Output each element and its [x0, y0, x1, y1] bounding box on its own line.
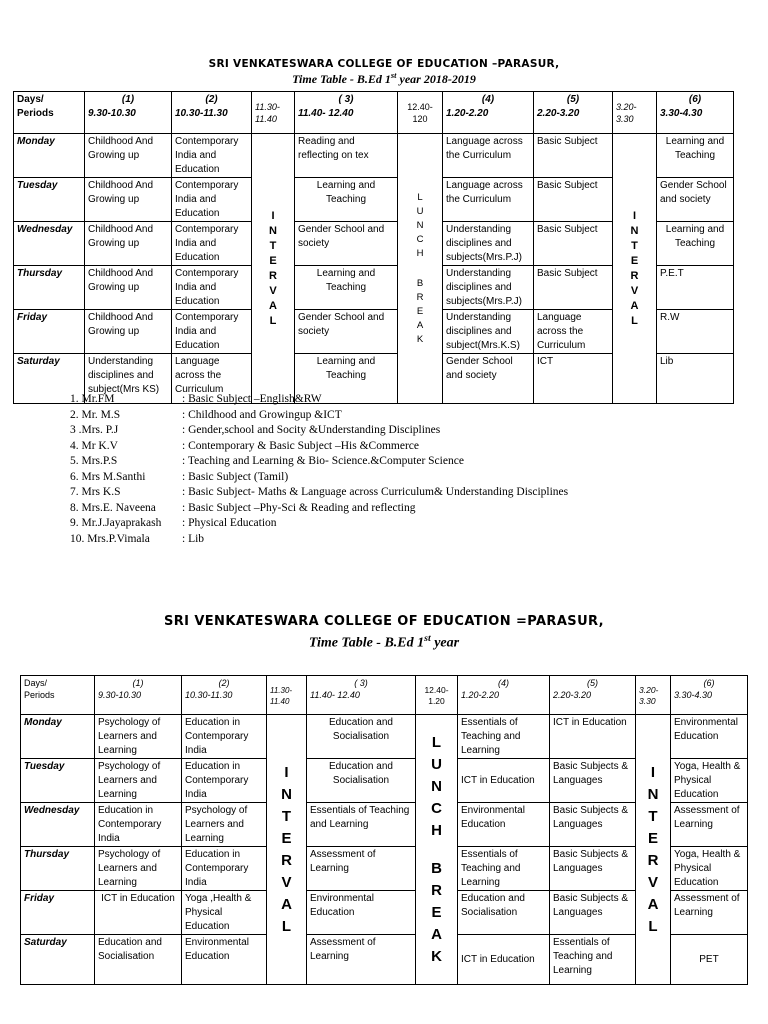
vertical-letter: A [647, 895, 659, 913]
vertical-letter: I [284, 763, 289, 781]
period-cell: Education and Socialisation [307, 759, 416, 803]
period-cell: Education and Socialisation [95, 935, 182, 985]
vertical-letter: V [281, 873, 292, 891]
period-cell: Childhood And Growing up [85, 222, 172, 266]
header-row [14, 92, 734, 134]
list-item: 1. Mr.FM : Basic Subject –English&RW [70, 393, 322, 405]
period-cell: Basic Subjects & Languages [550, 803, 636, 847]
list-item: 10. Mrs.P.Vimala : Lib [70, 532, 205, 545]
period-cell: ICT in Education [458, 759, 550, 803]
vertical-letter: R [269, 269, 277, 282]
vertical-letter: C [431, 799, 442, 817]
period-cell: Gender School and society [295, 310, 398, 354]
period-cell: Basic Subject [534, 134, 613, 178]
interval2-column [613, 134, 657, 404]
period-6-header: (6) 3.30-4.30 [657, 92, 734, 134]
vertical-letter: E [281, 829, 292, 847]
period-cell: Basic Subjects & Languages [550, 759, 636, 803]
period-3-header: ( 3) 11.40- 12.40 [307, 676, 416, 715]
period-cell: Yoga ,Health & Physical Education [182, 891, 267, 935]
lunch-break-column [398, 134, 443, 404]
interval2-column [636, 715, 671, 985]
vertical-letter: K [416, 333, 424, 345]
interval-column [267, 715, 307, 985]
vertical-letter: N [416, 219, 424, 231]
vertical-letter: R [416, 291, 424, 303]
vertical-letter: L [631, 314, 638, 327]
period-6-header: (6) 3.30-4.30 [671, 676, 748, 715]
table-row [21, 715, 748, 759]
period-cell: Psychology of Learners and Learning [182, 803, 267, 847]
vertical-letter: V [630, 284, 639, 297]
vertical-letter: E [269, 254, 277, 267]
period-cell: ICT [534, 354, 613, 404]
day-cell: Friday [21, 891, 95, 935]
timetable2 [20, 675, 748, 985]
vertical-letter: T [648, 807, 658, 825]
period-cell: ICT in Education [95, 891, 182, 935]
vertical-letter: A [416, 319, 424, 331]
period-cell: Language across the Curriculum [172, 354, 252, 404]
period-cell: Childhood And Growing up [85, 178, 172, 222]
vertical-letter: T [631, 239, 638, 252]
vertical-letter: I [632, 209, 637, 222]
lunch-time-header: 12.40-120 [398, 92, 443, 134]
timetable1-header [0, 58, 768, 87]
period-cell: Essentials of Teaching and Learning [307, 803, 416, 847]
period-cell: Childhood And Growing up [85, 310, 172, 354]
period-cell: Environmental Education [307, 891, 416, 935]
period-2-header: (2) 10.30-11.30 [182, 676, 267, 715]
period-5-header: (5) 2.20-3.20 [534, 92, 613, 134]
interval2-time-header: 3.20-3.30 [636, 676, 671, 715]
vertical-letter: R [431, 881, 442, 899]
period-cell: Basic Subject [534, 178, 613, 222]
period-cell: Understanding disciplines and subjects(Mrs.P.J) [443, 222, 534, 266]
lunch-break-column [416, 715, 458, 985]
vertical-letter: B [431, 859, 442, 877]
list-item: 5. Mrs.P.S : Teaching and Learning & Bio- Science.&Computer Science [70, 455, 464, 467]
period-cell: Education in Contemporary India [182, 759, 267, 803]
vertical-letter: N [630, 224, 639, 237]
period-cell: Language across the Curriculum [443, 178, 534, 222]
period-cell: Basic Subject [534, 222, 613, 266]
vertical-letter: N [281, 785, 292, 803]
period-cell: Gender School and society [657, 178, 734, 222]
table-row [14, 134, 734, 178]
day-cell: Friday [14, 310, 85, 354]
period-cell: Basic Subject [534, 266, 613, 310]
period-cell: Yoga, Health & Physical Education [671, 847, 748, 891]
day-cell: Wednesday [14, 222, 85, 266]
list-item: 3 .Mrs. P.J : Gender,school and Socity &Understanding Disciplines [70, 424, 441, 436]
interval-column [252, 134, 295, 404]
vertical-letter: K [431, 947, 442, 965]
period-cell: Childhood And Growing up [85, 266, 172, 310]
vertical-letter: I [650, 763, 656, 781]
list-item: 7. Mrs K.S : Basic Subject- Maths & Language across Curriculum& Understanding Disciplines [70, 486, 569, 498]
vertical-letter: A [630, 299, 639, 312]
day-cell: Thursday [14, 266, 85, 310]
vertical-letter: V [647, 873, 658, 891]
period-cell: Assessment of Learning [671, 803, 748, 847]
period-cell: Gender School and society [443, 354, 534, 404]
period-cell: Education in Contemporary India [95, 803, 182, 847]
period-2-header: (2) 10.30-11.30 [172, 92, 252, 134]
timetable1 [13, 91, 734, 404]
header-row [21, 676, 748, 715]
period-cell: Education in Contemporary India [182, 847, 267, 891]
day-cell: Saturday [21, 935, 95, 985]
vertical-letter: R [630, 269, 639, 282]
vertical-letter: U [431, 755, 442, 773]
vertical-letter: E [431, 903, 442, 921]
vertical-letter: U [416, 205, 424, 217]
vertical-letter: H [431, 821, 442, 839]
period-cell: Basic Subjects & Languages [550, 891, 636, 935]
period-cell: Childhood And Growing up [85, 134, 172, 178]
vertical-letter: A [281, 895, 292, 913]
period-cell: P.E.T [657, 266, 734, 310]
vertical-letter: L [431, 733, 442, 751]
list-item: 9. Mr.J.Jayaprakash : Physical Education [70, 517, 277, 529]
period-cell: Lib [657, 354, 734, 404]
day-cell: Tuesday [21, 759, 95, 803]
days-periods-header: Days/ Periods [14, 92, 85, 134]
period-cell: Learning and Teaching [657, 222, 734, 266]
timetable2-header [0, 614, 768, 652]
period-cell: R.W [657, 310, 734, 354]
period-cell: Education and Socialisation [307, 715, 416, 759]
period-cell: Environmental Education [671, 715, 748, 759]
vertical-letter: A [431, 925, 442, 943]
vertical-letter: I [271, 209, 275, 222]
period-cell: Yoga, Health & Physical Education [671, 759, 748, 803]
period-cell: Assessment of Learning [307, 935, 416, 985]
vertical-letter: E [647, 829, 658, 847]
period-1-header: (1) 9.30-10.30 [85, 92, 172, 134]
period-cell: Education in Contemporary India [182, 715, 267, 759]
period-cell: Gender School and society [295, 222, 398, 266]
college-name: SRI VENKATESWARA COLLEGE OF EDUCATION –PARASUR, [208, 58, 560, 70]
period-cell: Essentials of Teaching and Learning [458, 715, 550, 759]
period-cell: Psychology of Learners and Learning [95, 847, 182, 891]
vertical-letter: L [269, 314, 277, 327]
period-cell: Understanding disciplines and subjects(Mrs.P.J) [443, 266, 534, 310]
period-4-header: (4) 1.20-2.20 [458, 676, 550, 715]
vertical-letter: A [269, 299, 277, 312]
period-cell: Learning and Teaching [295, 266, 398, 310]
vertical-letter: N [269, 224, 277, 237]
days-periods-header: Days/ Periods [21, 676, 95, 715]
period-cell: Psychology of Learners and Learning [95, 759, 182, 803]
lunch-time-header: 12.40-1.20 [416, 676, 458, 715]
period-cell: Language across the Curriculum [443, 134, 534, 178]
list-item: 8. Mrs.E. Naveena : Basic Subject –Phy-Sci & Reading and reflecting [70, 501, 416, 514]
period-5-header: (5) 2.20-3.20 [550, 676, 636, 715]
day-cell: Monday [21, 715, 95, 759]
vertical-letter: T [269, 239, 277, 252]
period-cell: PET [671, 935, 748, 985]
period-cell: Contemporary India and Education [172, 178, 252, 222]
list-item: 2. Mr. M.S : Childhood and Growingup &ICT [70, 408, 342, 421]
period-cell: ICT in Education [550, 715, 636, 759]
period-cell: Learning and Teaching [295, 178, 398, 222]
period-cell: Understanding disciplines and subject(Mrs.K.S) [443, 310, 534, 354]
period-cell: Psychology of Learners and Learning [95, 715, 182, 759]
vertical-letter: E [416, 305, 424, 317]
vertical-letter: R [647, 851, 659, 869]
period-3-header: ( 3) 11.40- 12.40 [295, 92, 398, 134]
timetable-title: Time Table - B.Ed 1st year [308, 633, 460, 651]
vertical-letter: R [281, 851, 292, 869]
vertical-letter: T [281, 807, 292, 825]
list-item: 4. Mr K.V : Contemporary & Basic Subject –His &Commerce [70, 439, 419, 452]
day-cell: Thursday [21, 847, 95, 891]
interval-time-header: 11.30-11.40 [267, 676, 307, 715]
period-cell: Contemporary India and Education [172, 266, 252, 310]
staff-legend [70, 392, 690, 547]
period-cell: Contemporary India and Education [172, 134, 252, 178]
vertical-letter: B [416, 277, 424, 289]
period-cell: Basic Subjects & Languages [550, 847, 636, 891]
list-item: 6. Mrs M.Santhi : Basic Subject (Tamil) [70, 470, 289, 483]
interval2-time-header: 3.20-3.30 [613, 92, 657, 134]
vertical-letter: N [431, 777, 442, 795]
day-cell: Saturday [14, 354, 85, 404]
vertical-letter: E [630, 254, 639, 267]
period-cell: Assessment of Learning [307, 847, 416, 891]
period-cell: Reading and reflecting on tex [295, 134, 398, 178]
day-cell: Wednesday [21, 803, 95, 847]
vertical-letter: C [416, 233, 424, 245]
interval-time-header: 11.30-11.40 [252, 92, 295, 134]
vertical-letter: V [269, 284, 277, 297]
period-cell: ICT in Education [458, 935, 550, 985]
vertical-letter: H [416, 247, 424, 259]
vertical-letter: L [648, 917, 658, 935]
college-name: SRI VENKATESWARA COLLEGE OF EDUCATION =PARASUR, [163, 614, 605, 629]
vertical-letter: L [417, 191, 423, 203]
period-cell: Essentials of Teaching and Learning [550, 935, 636, 985]
period-cell: Environmental Education [182, 935, 267, 985]
period-cell: Environmental Education [458, 803, 550, 847]
period-cell: Understanding disciplines and subject(Mrs KS) [85, 354, 172, 404]
period-cell: Contemporary India and Education [172, 310, 252, 354]
vertical-letter: L [281, 917, 292, 935]
period-1-header: (1) 9.30-10.30 [95, 676, 182, 715]
period-cell: Learning and Teaching [657, 134, 734, 178]
period-cell: Assessment of Learning [671, 891, 748, 935]
period-cell: Language across the Curriculum [534, 310, 613, 354]
period-cell: Education and Socialisation [458, 891, 550, 935]
timetable-title: Time Table - B.Ed 1st year 2018-2019 [292, 71, 476, 86]
vertical-letter: N [647, 785, 659, 803]
period-cell: Essentials of Teaching and Learning [458, 847, 550, 891]
period-cell: Contemporary India and Education [172, 222, 252, 266]
day-cell: Tuesday [14, 178, 85, 222]
day-cell: Monday [14, 134, 85, 178]
period-4-header: (4) 1.20-2.20 [443, 92, 534, 134]
period-cell: Learning and Teaching [295, 354, 398, 404]
